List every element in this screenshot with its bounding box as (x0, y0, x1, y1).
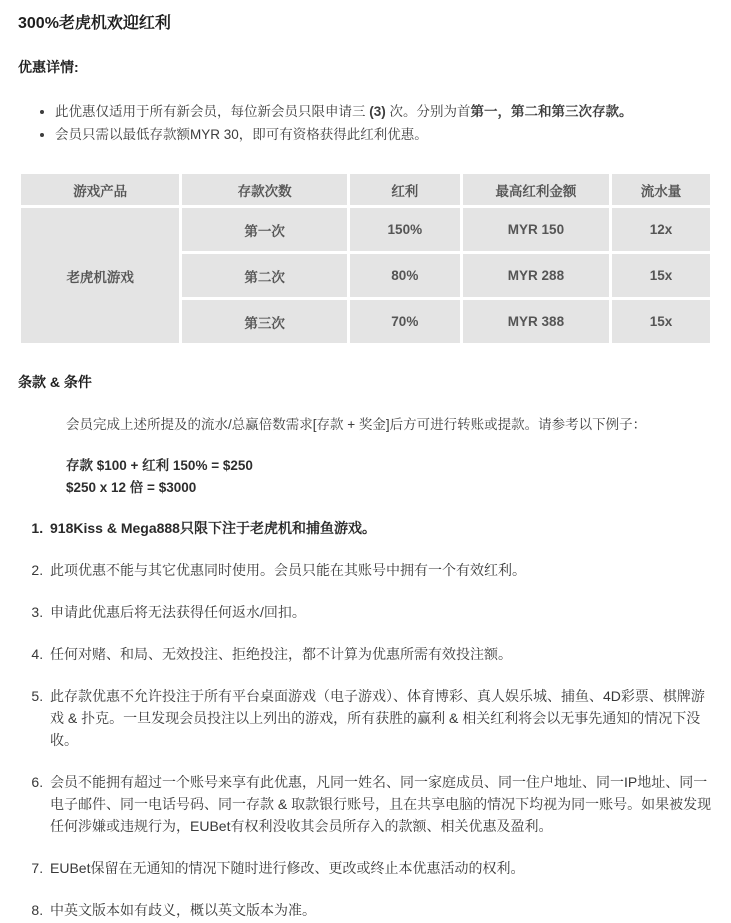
detail-text: 会员只需以最低存款额MYR 30，即可有资格获得此红利优惠。 (55, 127, 428, 142)
cell-bonus: 70% (348, 299, 461, 345)
detail-text-bold-deposits: 第一，第二和第三次存款。 (470, 104, 633, 119)
terms-list (18, 517, 713, 921)
term-item-6: 6. 会员不能拥有超过一个账号来享有此优惠，凡同一姓名、同一家庭成员、同一住户地址、同一IP地址、同一电子邮件、同一电话号码、同一存款 & 取款银行账号，且在共享电脑的情况下均视为同一账号。如果被发现任何涉嫌或违规行为，EUBet有权利没收其会员所存入的款额、相关优惠及盈利。 (47, 771, 713, 837)
terms-heading: 条款 & 条件 (18, 374, 92, 390)
cell-rollover: 15x (611, 299, 712, 345)
cell-bonus: 80% (348, 253, 461, 299)
cell-rollover: 12x (611, 207, 712, 253)
cell-max-amount: MYR 288 (461, 253, 610, 299)
cell-deposit: 第一次 (181, 207, 348, 253)
cell-deposit: 第三次 (181, 299, 348, 345)
term-item-1: 1. 918Kiss & Mega888只限下注于老虎机和捕鱼游戏。 (47, 517, 713, 539)
cell-max-amount: MYR 388 (461, 299, 610, 345)
cell-max-amount: MYR 150 (461, 207, 610, 253)
bonus-table (18, 171, 713, 346)
term-item-2: 2. 此项优惠不能与其它优惠同时使用。会员只能在其账号中拥有一个有效红利。 (47, 559, 713, 581)
header-game-product: 游戏产品 (20, 173, 181, 207)
details-heading: 优惠详情: (18, 59, 79, 75)
header-deposit-count: 存款次数 (181, 173, 348, 207)
term-item-3: 3. 申请此优惠后将无法获得任何返水/回扣。 (47, 601, 713, 623)
term-item-7: 7. EUBet保留在无通知的情况下随时进行修改、更改或终止本优惠活动的权利。 (47, 857, 713, 879)
terms-intro: 会员完成上述所提及的流水/总赢倍数需求[存款 + 奖金]后方可进行转账或提款。请参考以下例子： (66, 417, 647, 432)
rollover-example (66, 455, 713, 499)
term-item-4: 4. 任何对赌、和局、无效投注、拒绝投注，都不计算为优惠所需有效投注额。 (47, 643, 713, 665)
header-max-bonus-amount: 最高红利金额 (461, 173, 610, 207)
page-title: 300%老虎机欢迎红利 (18, 15, 171, 32)
cell-deposit: 第二次 (181, 253, 348, 299)
table-row (20, 207, 712, 253)
detail-text: 次。分别为首 (385, 104, 471, 119)
detail-item-eligibility (55, 100, 713, 123)
detail-item-min-deposit (55, 123, 713, 146)
header-bonus: 红利 (348, 173, 461, 207)
header-rollover: 流水量 (611, 173, 712, 207)
term-item-5: 5. 此存款优惠不允许投注于所有平台桌面游戏（电子游戏）、体育博彩、真人娱乐城、捕鱼、4D彩票、棋牌游戏 & 扑克。一旦发现会员投注以上列出的游戏，所有获胜的赢利 & 相关红利将会以无事先通知的情况下没收。 (47, 685, 713, 751)
detail-text: 此优惠仅适用于所有新会员，每位新会员只限申请三 (55, 104, 370, 119)
example-line-2: $250 x 12 倍 = $3000 (66, 480, 197, 495)
cell-rollover: 15x (611, 253, 712, 299)
cell-product: 老虎机游戏 (20, 207, 181, 345)
term-item-8: 8. 中英文版本如有歧义，概以英文版本为准。 (47, 899, 713, 921)
example-line-1: 存款 $100 + 红利 150% = $250 (66, 458, 253, 473)
promo-details-list (18, 100, 713, 146)
detail-text-bold-count: (3) (369, 104, 386, 119)
table-header-row (20, 173, 712, 207)
cell-bonus: 150% (348, 207, 461, 253)
